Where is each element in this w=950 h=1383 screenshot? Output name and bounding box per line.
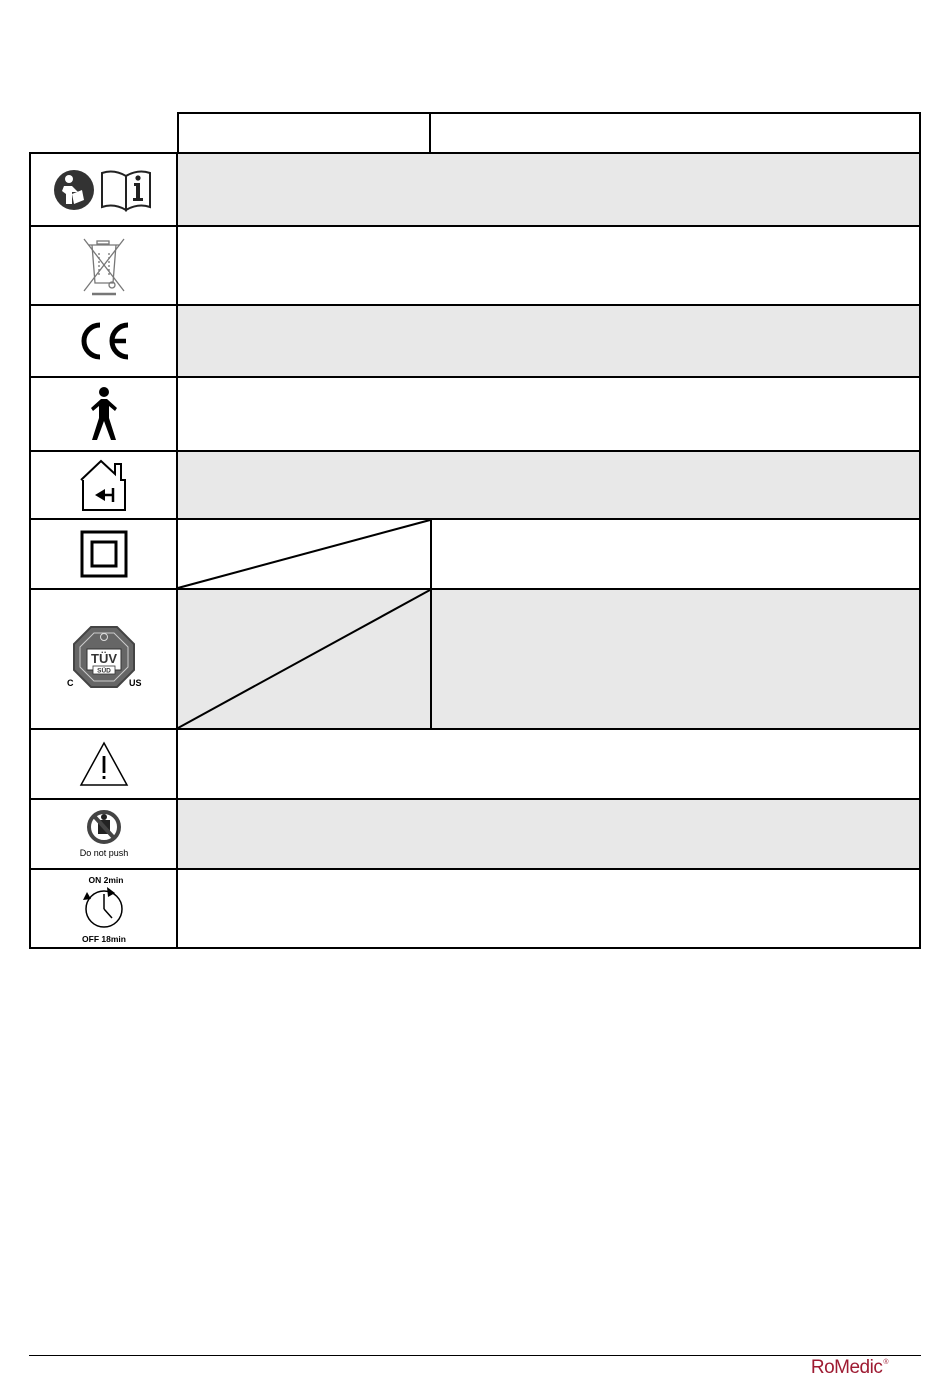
indoor-use-icon <box>77 458 131 512</box>
table-row <box>31 304 919 376</box>
symbol-cell <box>31 520 178 588</box>
description-cell <box>178 730 919 798</box>
tuv-logo-text: TÜV <box>90 651 117 666</box>
header-cell-2 <box>429 114 921 153</box>
description-cell-right <box>432 520 919 588</box>
symbol-cell <box>31 730 178 798</box>
do-not-push-label: Do not push <box>79 848 128 858</box>
do-not-push-icon <box>74 808 134 860</box>
class-ii-double-insulation-icon <box>80 530 128 578</box>
description-cell <box>178 306 919 376</box>
table-row <box>31 588 919 728</box>
table-row <box>31 868 919 947</box>
brand-logo <box>811 1357 888 1379</box>
duty-off-label: OFF 18min <box>81 933 126 944</box>
weee-crossed-bin-icon <box>82 235 126 297</box>
description-cell <box>178 227 919 304</box>
table-row <box>31 376 919 450</box>
duty-on-label: ON 2min <box>88 874 123 885</box>
symbol-cell <box>31 870 178 947</box>
symbol-cell <box>31 800 178 868</box>
description-cell <box>178 870 919 947</box>
symbol-cell <box>31 306 178 376</box>
description-cell-right <box>432 590 919 728</box>
tuv-logo-subtext: SÜD <box>96 667 111 675</box>
symbol-cell <box>31 590 178 728</box>
ce-mark-icon <box>76 321 132 361</box>
tuv-sud-certification-icon <box>64 622 144 696</box>
type-b-applied-part-icon <box>87 386 121 442</box>
description-cell-left <box>178 520 432 588</box>
description-cell <box>178 452 919 518</box>
description-cell <box>178 378 919 450</box>
table-row <box>31 225 919 304</box>
registered-mark: ® <box>883 1359 888 1366</box>
description-cell <box>178 800 919 868</box>
description-cell <box>178 154 919 225</box>
symbol-cell <box>31 452 178 518</box>
header-cell-1 <box>177 114 431 153</box>
footer-rule <box>29 1355 921 1356</box>
symbol-cell <box>31 227 178 304</box>
description-cell-left <box>178 590 432 728</box>
symbols-table <box>29 152 921 949</box>
table-row <box>31 154 919 225</box>
symbol-cell <box>31 378 178 450</box>
diagonal-strike <box>178 590 430 728</box>
table-header <box>177 112 921 153</box>
brand-name: RoMedic <box>810 1357 883 1378</box>
tuv-label-right: US <box>128 678 142 688</box>
symbol-cell <box>31 154 178 225</box>
duty-cycle-icon <box>69 874 139 944</box>
table-row <box>31 518 919 588</box>
diagonal-strike <box>178 520 430 588</box>
table-row <box>31 450 919 518</box>
table-row <box>31 728 919 798</box>
table-row <box>31 798 919 868</box>
tuv-label-left: C <box>66 678 73 688</box>
warning-triangle-icon <box>79 741 129 787</box>
read-manual-icon <box>54 167 154 213</box>
